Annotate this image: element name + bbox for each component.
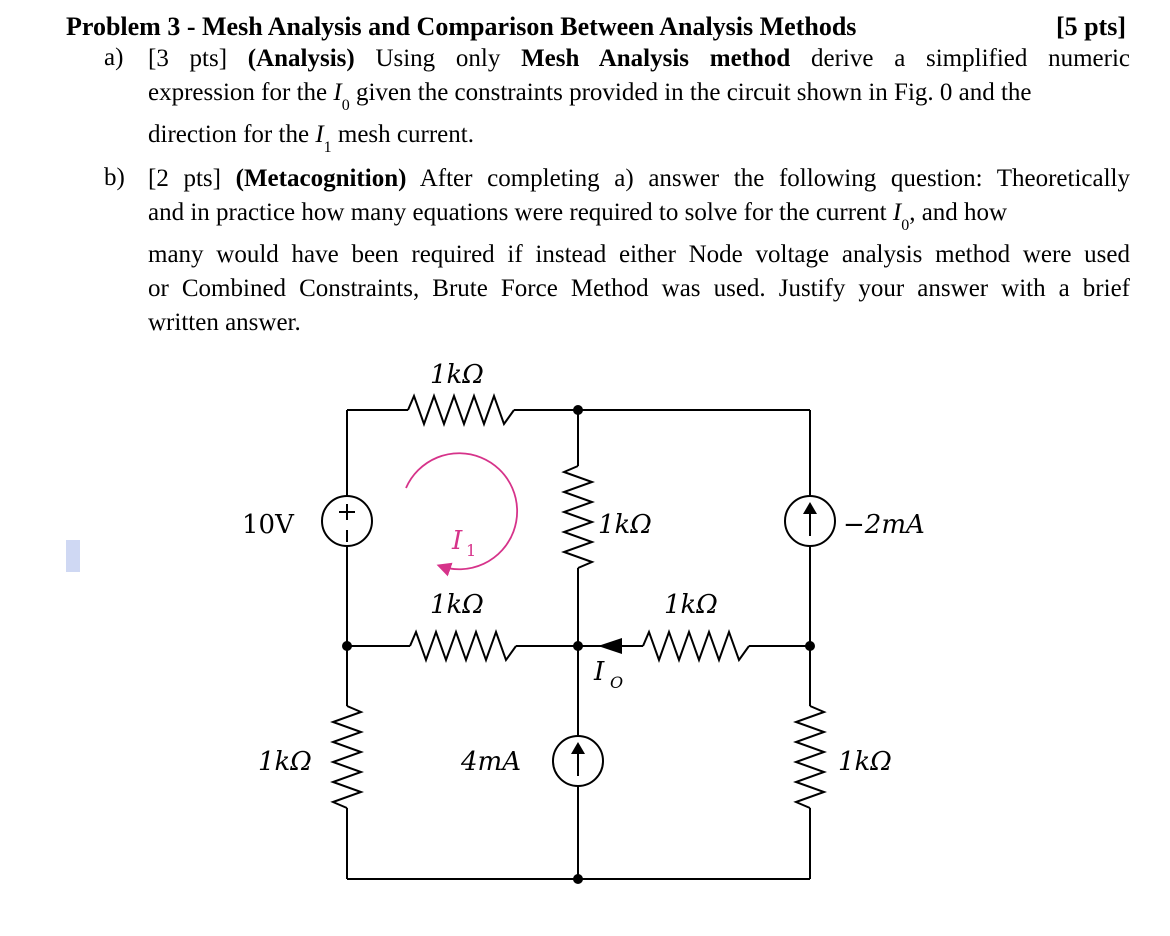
part-b-label: b)	[104, 164, 125, 191]
label-voltage-source: 10V	[242, 510, 294, 540]
part-b-text6: written answer.	[148, 309, 301, 336]
node-dot	[342, 641, 352, 651]
resistor-mid-right	[643, 632, 749, 660]
part-a-tag: (Analysis)	[247, 45, 355, 72]
label-r-bottom-left: 1kΩ	[258, 747, 312, 777]
title-points: [5 pts]	[1055, 12, 1126, 41]
resistor-bottom-left	[333, 706, 361, 808]
arrow-up-icon	[571, 742, 585, 754]
part-a-var2: I	[315, 121, 324, 148]
label-r-top: 1kΩ	[430, 360, 484, 390]
part-b-text4: many would have been required if instead either Node voltage analysis method were used	[148, 241, 1130, 268]
label-r-mid-vertical: 1kΩ	[598, 510, 652, 540]
part-a-points: [3 pts]	[148, 45, 228, 72]
resistor-mid-vertical	[564, 466, 592, 568]
part-a-var: I	[333, 79, 342, 106]
node-dot	[573, 405, 583, 415]
part-b-text5: or Combined Constraints, Brute Force Method was used. Justify your answer with a brief	[148, 275, 1130, 302]
part-a-var-sub: 0	[341, 97, 350, 114]
label-r-mid-right: 1kΩ	[664, 590, 718, 620]
part-a-label: a)	[104, 44, 124, 71]
label-current-source-right: −2mA	[843, 510, 925, 540]
part-b-text2: and in practice how many equations were required to solve for the current	[148, 199, 887, 226]
label-r-bottom-right: 1kΩ	[838, 747, 892, 777]
part-a-text2: derive a simplified numeric	[811, 45, 1131, 72]
part-b-var: I	[892, 199, 902, 226]
node-dot	[805, 641, 815, 651]
resistor-bottom-right	[796, 706, 824, 808]
io-arrow-icon	[598, 638, 622, 654]
part-a-text3: expression for the	[148, 79, 328, 106]
part-a-text6: mesh current.	[337, 121, 474, 148]
part-b-var-sub: 0	[901, 217, 910, 234]
title-text: Problem 3 - Mesh Analysis and Comparison Between Analysis Methods	[66, 12, 857, 41]
label-current-source-bottom: 4mA	[461, 747, 521, 777]
part-b-tag: (Metacognition)	[235, 165, 407, 192]
node-dot	[573, 874, 583, 884]
part-a-var2-sub: 1	[323, 139, 332, 156]
resistor-top	[408, 396, 514, 424]
part-a-text1: Using only	[375, 45, 501, 72]
part-b-text1: After completing a) answer the following question: Theoretically	[419, 165, 1130, 192]
part-b-points: [2 pts]	[148, 165, 221, 192]
part-a-text4: given the constraints provided in the circuit shown in Fig. 0 and the	[355, 79, 1032, 106]
resistor-mid-left	[410, 632, 516, 660]
node-dot	[573, 641, 583, 651]
label-r-mid-left: 1kΩ	[430, 590, 484, 620]
arrow-up-icon	[803, 502, 817, 514]
part-b-text3: , and how	[909, 199, 1008, 226]
label-io: I	[594, 657, 605, 687]
part-a-text5: direction for the	[148, 121, 310, 148]
part-a-method: Mesh Analysis method	[521, 45, 791, 72]
label-io-sub: O	[610, 673, 624, 692]
label-mesh-current-sub: 1	[466, 541, 477, 560]
label-mesh-current: I	[452, 526, 463, 556]
